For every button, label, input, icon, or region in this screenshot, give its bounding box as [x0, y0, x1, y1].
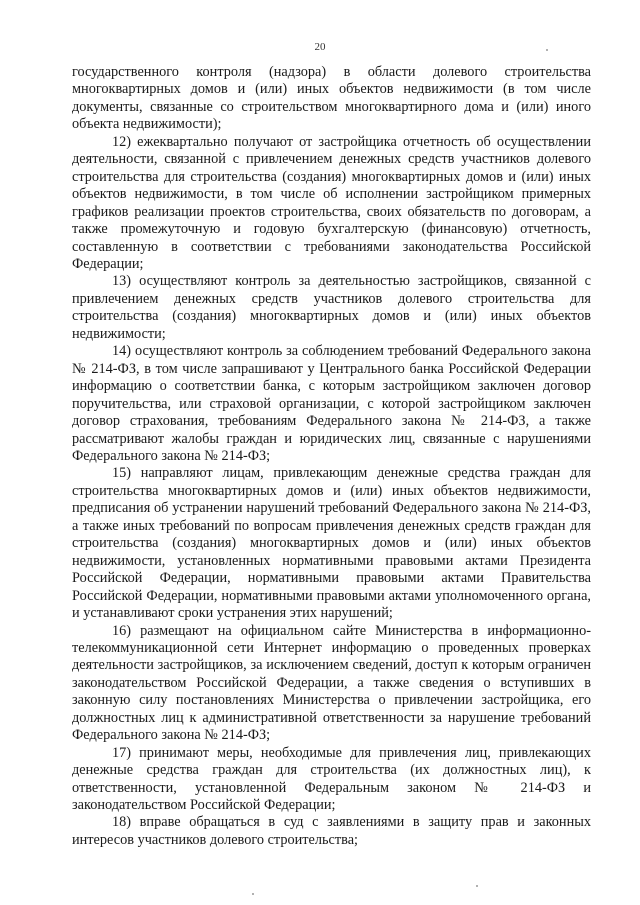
paragraph-continuation: государственного контроля (надзора) в области долевого строительства многоквартирных домов и (или) иных объектов недвижимости (в том числе документы, связанные со строительством многоквартирного дома и (или) иного объекта недвижимости);: [72, 64, 591, 133]
paragraph-item-17: 17) принимают меры, необходимые для привлечения лиц, привлекающих денежные средства граждан для строительства (их должностных лиц), к ответственности, установленной Федеральным законом № 214-ФЗ и законодательством Российской Федерации;: [72, 744, 591, 814]
paragraph-item-18: 18) вправе обращаться в суд с заявлениями в защиту прав и законных интересов участников долевого строительства;: [72, 814, 591, 848]
scan-speck: [252, 893, 254, 895]
scan-speck: [546, 49, 548, 51]
page-number: 20: [314, 41, 326, 53]
document-body: [72, 64, 591, 849]
scan-speck: [476, 885, 478, 887]
paragraph-item-16: 16) размещают на официальном сайте Министерства в информационно-телекоммуникационной сети Интернет информацию о проведенных проверках деятельности застройщиков, за исключением сведений, доступ к которым ограничен законодательством Российской Федерации, а также сведения о вступивших в законную силу постановлениях Министерства о привлечении застройщика, его должностных лиц к административной ответственности за нарушение требований Федерального закона № 214-ФЗ;: [72, 622, 591, 744]
paragraph-item-13: 13) осуществляют контроль за деятельностью застройщиков, связанной с привлечением денежных средств участников долевого строительства для строительства (создания) многоквартирных домов и (или) иных объектов недвижимости;: [72, 273, 591, 342]
paragraph-item-14: 14) осуществляют контроль за соблюдением требований Федерального закона № 214-ФЗ, в том числе запрашивают у Центрального банка Российской Федерации информацию о соответствии банка, с которым застройщиком заключен договор поручительства, или страховой организации, с которой застройщиком заключен договор страхования, требованиям Федерального закона № 214-ФЗ, а также рассматривают жалобы граждан и юридических лиц, связанные с нарушениями Федерального закона № 214-ФЗ;: [72, 343, 591, 464]
paragraph-item-12: 12) ежеквартально получают от застройщика отчетность об осуществлении деятельности, связанной с привлечением денежных средств участников долевого строительства для строительства (создания) многоквартирных домов и (или) иных объектов недвижимости, в том числе об исполнении застройщиком примерных графиков реализации проектов строительства, своих обязательств по договорам, а также промежуточную и годовую бухгалтерскую (финансовую) отчетность, составленную в соответствии с требованиями законодательства Российской Федерации;: [72, 133, 591, 272]
paragraph-item-15: 15) направляют лицам, привлекающим денежные средства граждан для строительства многоквартирных домов и (или) иных объектов недвижимости, предписания об устранении нарушений требований Федерального закона № 214-ФЗ, а также иных требований по вопросам привлечения денежных средств граждан для строительства (создания) многоквартирных домов и (или) иных объектов недвижимости, установленных нормативными правовыми актами Президента Российской Федерации, нормативными правовыми актами Правительства Российской Федерации, нормативными правовыми актами уполномоченного органа, и устанавливают сроки устранения этих нарушений;: [72, 465, 591, 622]
